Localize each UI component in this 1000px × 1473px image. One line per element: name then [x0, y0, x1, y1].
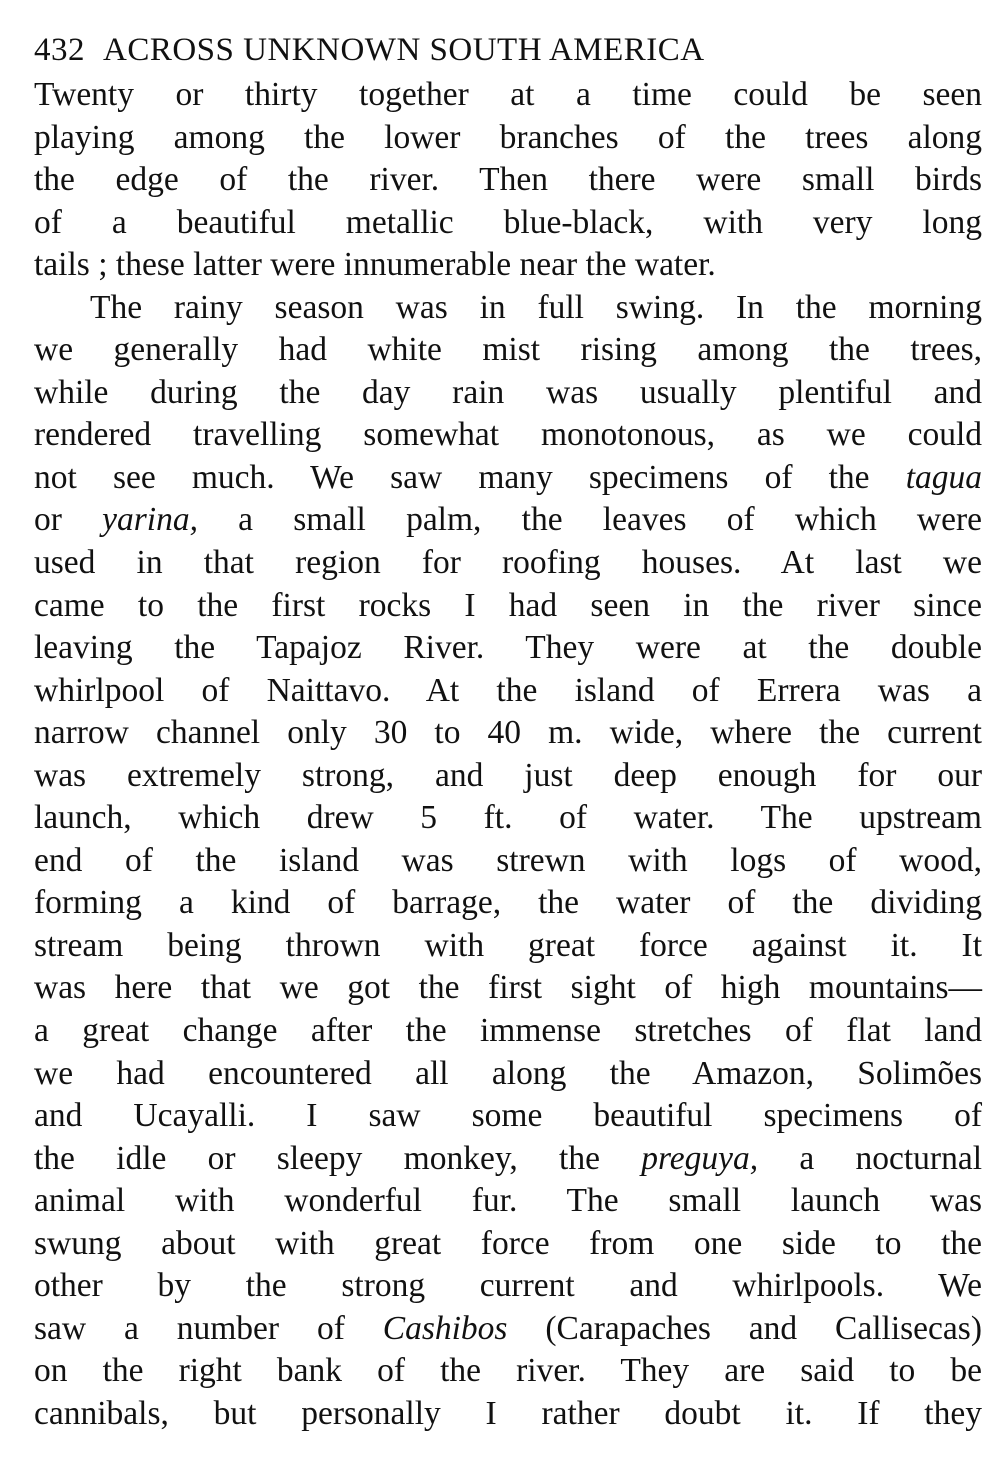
text-segment: saw a number of — [34, 1309, 383, 1347]
text-line — [34, 1265, 982, 1308]
text-line — [34, 967, 982, 1010]
text-line — [34, 499, 982, 542]
text-segment: playing among the lower branches of the trees along — [34, 118, 982, 156]
text-line — [34, 159, 982, 202]
text-line — [34, 372, 982, 415]
text-segment: while during the day rain was usually plentiful and — [34, 373, 982, 411]
text-line — [34, 457, 982, 500]
text-line — [34, 1053, 982, 1096]
text-line — [34, 1393, 982, 1436]
text-line — [34, 542, 982, 585]
italic-term: tagua — [905, 458, 982, 496]
text-segment: and Ucayalli. I saw some beautiful specimens of — [34, 1097, 982, 1135]
text-line — [34, 670, 982, 713]
text-line — [34, 1138, 982, 1181]
text-segment: we generally had white mist rising among the trees, — [34, 331, 982, 369]
text-line — [34, 797, 982, 840]
text-line — [34, 585, 982, 628]
body-text — [34, 74, 982, 1436]
italic-term: Cashibos — [382, 1309, 508, 1347]
text-segment: stream being thrown with great force against it. It — [34, 926, 982, 964]
text-segment: end of the island was strewn with logs of wood, — [34, 841, 982, 879]
text-line — [34, 1180, 982, 1223]
running-title: ACROSS UNKNOWN SOUTH AMERICA — [103, 32, 705, 68]
text-segment: rendered travelling somewhat monotonous, as we could — [34, 416, 982, 454]
text-segment: (Carapaches and Callisecas) — [507, 1309, 982, 1347]
text-line — [34, 627, 982, 670]
book-page — [34, 26, 982, 1436]
text-segment: was here that we got the first sight of high mountains— — [34, 969, 982, 1007]
text-segment: a great change after the immense stretches of flat land — [34, 1012, 982, 1050]
text-segment: cannibals, but personally I rather doubt it. If they — [34, 1394, 982, 1432]
text-line — [34, 755, 982, 798]
text-segment: leaving the Tapajoz River. They were at the double — [34, 629, 982, 667]
text-line — [34, 840, 982, 883]
running-head — [34, 26, 982, 74]
text-line — [34, 925, 982, 968]
text-line — [34, 712, 982, 755]
text-line — [34, 1010, 982, 1053]
text-segment: was extremely strong, and just deep enough for our — [34, 756, 982, 794]
text-segment: on the right bank of the river. They are said to be — [34, 1352, 982, 1390]
text-line — [34, 244, 982, 287]
text-segment: animal with wonderful fur. The small launch was — [34, 1182, 982, 1220]
text-segment: narrow channel only 30 to 40 m. wide, where the current — [34, 714, 982, 752]
text-line — [34, 1095, 982, 1138]
text-segment: tails ; these latter were innumerable near the water. — [34, 246, 716, 284]
page-number: 432 — [34, 32, 85, 68]
text-segment: launch, which drew 5 ft. of water. The upstream — [34, 799, 982, 837]
text-line — [34, 1350, 982, 1393]
text-segment: used in that region for roofing houses. At last we — [34, 544, 982, 582]
text-line — [34, 1223, 982, 1266]
text-segment: The rainy season was in full swing. In the morning — [90, 288, 982, 326]
text-line — [34, 882, 982, 925]
text-line — [34, 117, 982, 160]
text-segment: not see much. We saw many specimens of the — [34, 458, 906, 496]
text-segment: a nocturnal — [758, 1139, 982, 1177]
text-segment: the edge of the river. Then there were small birds — [34, 161, 982, 199]
text-line — [34, 1308, 982, 1351]
text-segment: other by the strong current and whirlpools. We — [34, 1267, 982, 1305]
text-line — [34, 414, 982, 457]
text-segment: Twenty or thirty together at a time could be seen — [34, 76, 982, 113]
text-line — [34, 329, 982, 372]
italic-term: preguya, — [641, 1139, 759, 1177]
text-segment: whirlpool of Naittavo. At the island of Errera was a — [34, 671, 982, 709]
italic-term: yarina, — [102, 501, 198, 539]
paragraph-start-line — [34, 287, 982, 330]
text-segment: of a beautiful metallic blue-black, with very long — [34, 203, 982, 241]
text-segment: the idle or sleepy monkey, the — [34, 1139, 642, 1177]
text-segment: came to the first rocks I had seen in the river since — [34, 586, 982, 624]
text-segment: we had encountered all along the Amazon, Solimões — [34, 1054, 982, 1092]
text-segment: a small palm, the leaves of which were — [197, 501, 982, 539]
text-segment: swung about with great force from one side to the — [34, 1224, 982, 1262]
text-segment: or — [34, 501, 103, 539]
text-line — [34, 74, 982, 117]
text-line — [34, 202, 982, 245]
text-segment: forming a kind of barrage, the water of the dividing — [34, 884, 982, 922]
